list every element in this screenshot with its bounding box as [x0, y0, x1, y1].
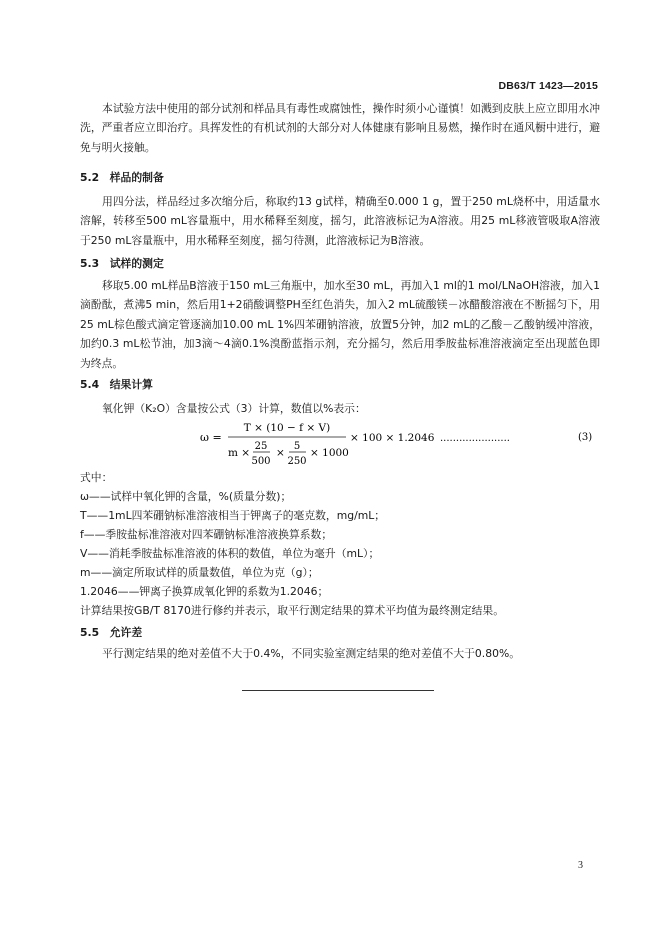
potassium-oxide-formula [200, 415, 600, 471]
formula-times: × [276, 447, 285, 459]
section-number: 5.3 [80, 257, 100, 270]
section-title: 结果计算 [109, 378, 153, 391]
definition-m: m——滴定所取试样的质量数值，单位为克（g）； [80, 566, 319, 579]
section-heading-5-2 [80, 170, 164, 185]
section-number: 5.4 [80, 378, 100, 391]
formula-frac2-den: 250 [287, 456, 307, 467]
definition-f: f——季胺盐标准溶液对四苯硼钠标准溶液换算系数； [80, 528, 333, 541]
formula-frac1-num: 25 [254, 441, 268, 452]
formula-den-prefix: m × [228, 447, 251, 459]
section-title: 试样的测定 [109, 257, 164, 270]
formula-lead-text: 氧化钾（K₂O）含量按公式（3）计算，数值以%表示： [102, 402, 366, 415]
where-label: 式中： [80, 471, 113, 484]
formula-equation-number: (3) [578, 432, 593, 443]
standard-code: DB63/T 1423—2015 [498, 80, 598, 92]
definition-v: V——消耗季胺盐标准溶液的体积的数值，单位为毫升（mL）； [80, 547, 380, 560]
section-heading-5-5 [80, 625, 142, 640]
formula-frac2-num: 5 [293, 441, 301, 452]
formula-leader-dots: ...................... [440, 433, 510, 444]
section-heading-5-3 [80, 256, 164, 271]
formula-rhs: × 100 × 1.2046 [350, 432, 435, 444]
formula-den-suffix: × 1000 [310, 447, 349, 459]
section-title: 样品的制备 [109, 171, 164, 184]
formula-frac1-den: 500 [251, 456, 271, 467]
rounding-note: 计算结果按GB/T 8170进行修约并表示，取平行测定结果的算术平均值为最终测定结果。 [80, 604, 505, 617]
sample-prep-paragraph: 用四分法，样品经过多次缩分后，称取约13 g试样，精确至0.000 1 g，置于250 mL烧杯中，用适量水溶解，转移至500 mL容量瓶中，用水稀释至刻度，摇匀，此溶液标记为A溶液。用25 mL移液管吸取A溶液于250 mL容量瓶中，用水稀释至刻度，摇匀待测，此溶液标记为B溶液。 [80, 195, 600, 247]
test-procedure-paragraph: 移取5.00 mL样品B溶液于150 mL三角瓶中，加水至30 mL，再加入1 ml的1 mol/LNaOH溶液，加入1滴酚酞，煮沸5 min，然后用1+2硝酸调整PH至红色消失，加入2 mL硫酸镁－冰醋酸溶液在不断摇匀下，用25 mL棕色酸式滴定管逐滴加10.00 mL 1%四苯硼钠溶液，放置5分钟，加2 mL的乙酸－乙酸钠缓冲溶液，加约0.3 mL松节油，加3滴～4滴0.1%溴酚蓝指示剂，充分摇匀，然后用季胺盐标准溶液滴定至出现蓝色即为终点。 [80, 279, 600, 370]
definition-omega: ω——试样中氧化钾的含量，%(质量分数)； [80, 490, 292, 503]
section-heading-5-4 [80, 377, 153, 392]
section-number: 5.2 [80, 171, 100, 184]
formula-numerator: T × (10 − f × V) [243, 422, 331, 434]
definition-t: T——1mL四苯硼钠标准溶液相当于钾离子的毫克数，mg/mL； [80, 509, 386, 522]
end-divider-line [242, 690, 434, 691]
tolerance-paragraph: 平行测定结果的绝对差值不大于0.4%，不同实验室测定结果的绝对差值不大于0.80%。 [102, 647, 521, 660]
page-number: 3 [578, 860, 583, 871]
section-title: 允许差 [109, 626, 143, 639]
section-number: 5.5 [80, 626, 100, 639]
definition-coefficient: 1.2046——钾离子换算成氧化钾的系数为1.2046； [80, 585, 329, 598]
safety-paragraph: 本试验方法中使用的部分试剂和样品具有毒性或腐蚀性，操作时须小心谨慎！如溅到皮肤上应立即用水冲洗，严重者应立即治疗。具挥发性的有机试剂的大部分对人体健康有影响且易燃，操作时在通风橱中进行，避免与明火接触。 [80, 102, 600, 154]
formula-lhs: ω = [200, 431, 222, 444]
